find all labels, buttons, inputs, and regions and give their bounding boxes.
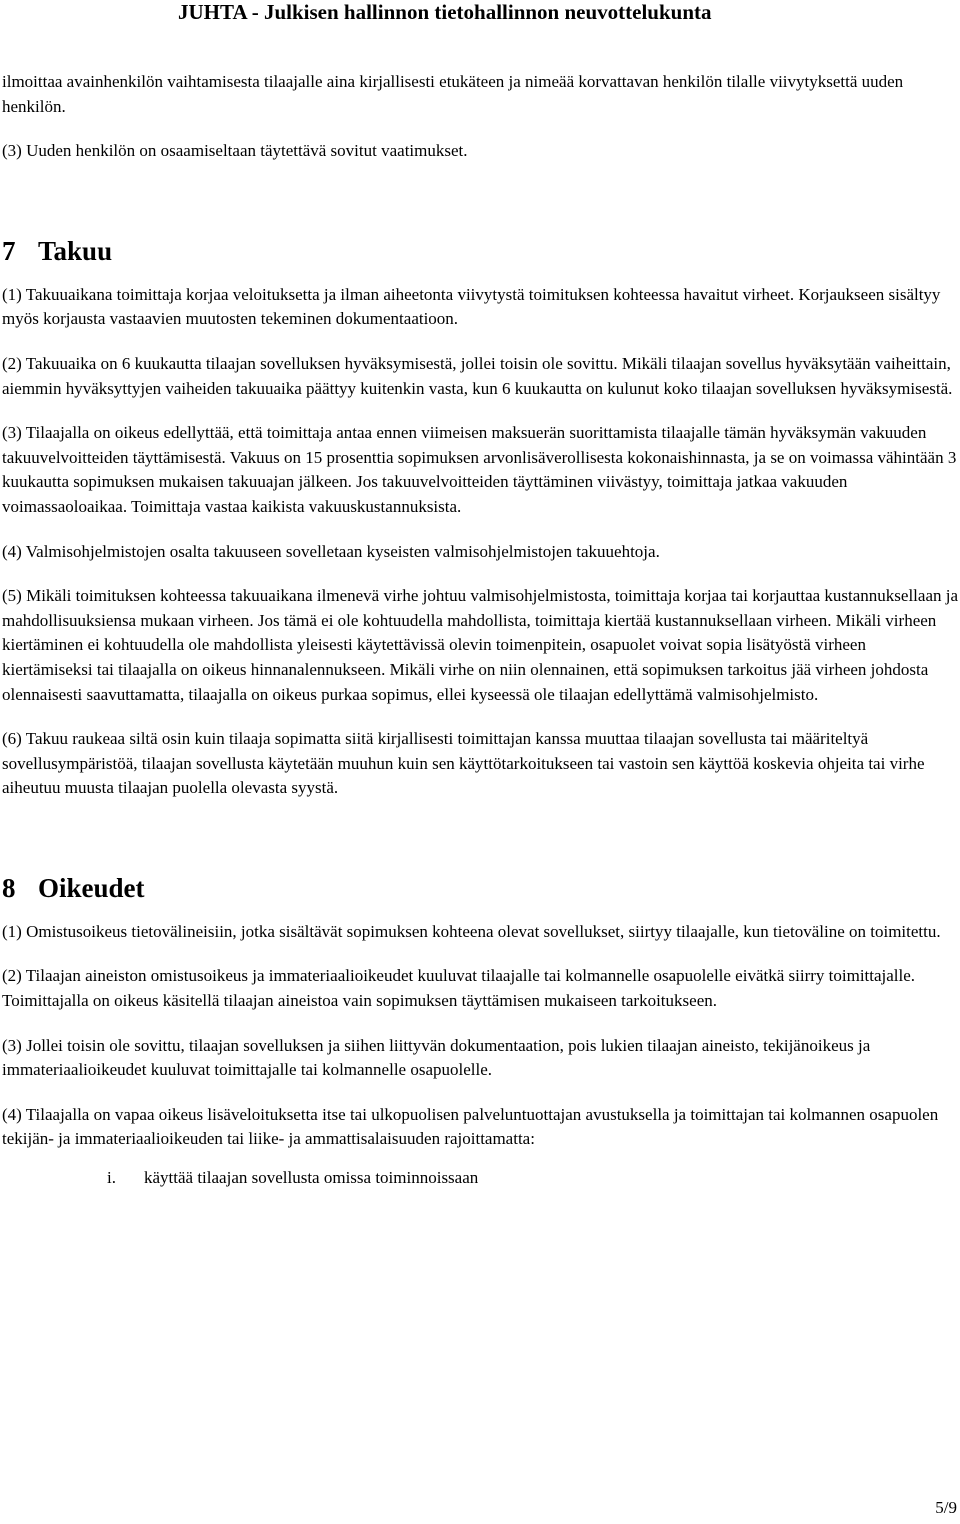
section-number: 8 xyxy=(2,872,16,903)
paragraph: (3) Tilaajalla on oikeus edellyttää, että toimittaja antaa ennen viimeisen maksuerän suorittamista tilaajalle tämän hyväksymän vakuuden takuuvelvoitteiden täyttämisestä. Vakuus on 15 prosenttia sopimuksen arvonlisäverollisesta kokonaishinnasta, ja se on voimassa vähintään 3 kuukautta sopimuksen mukaisen takuuajan jälkeen. Jos takuuvelvoitteiden täyttäminen viivästyy, toimittaja jatkaa vakuuden voimassaoloaikaa. Toimittaja vastaa kaikista vakuuskustannuksista. xyxy=(2,423,957,516)
paragraph: (2) Tilaajan aineiston omistusoikeus ja immateriaalioikeudet kuuluvat tilaajalle tai kolmannelle osapuolelle eivätkä siirry toimittajalle. Toimittajalla on oikeus käsitellä tilaajan aineistoa vain sopimuksen täyttämisen mukaiseen tarkoitukseen. xyxy=(2,966,916,1011)
paragraph: (1) Takuuaikana toimittaja korjaa veloituksetta ja ilman aiheetonta viivytystä toimituksen kohteessa havaitut virheet. Korjaukseen sisältyy myös korjausta vastaavien muutosten tekeminen dokumentaatioon. xyxy=(2,284,941,329)
section-title: Oikeudet xyxy=(38,872,145,903)
paragraph: (4) Valmisohjelmistojen osalta takuuseen sovelletaan kyseisten valmisohjelmistojen takuuehtoja. xyxy=(2,541,660,561)
page-number: 5/9 xyxy=(935,1498,957,1517)
paragraph: (4) Tilaajalla on vapaa oikeus lisäveloituksetta itse tai ulkopuolisen palveluntuottajan avustuksella ja toimittajan tai kolmannen osapuolen tekijän- ja immateriaalioikeuden tai liike- ja ammattisalaisuuden rajoittamatta: xyxy=(2,1104,939,1149)
list-item xyxy=(2,1166,958,1190)
section-heading-oikeudet xyxy=(2,873,958,903)
paragraph-continued: ilmoittaa avainhenkilön vaihtamisesta tilaajalle aina kirjallisesti etukäteen ja nimeää korvattavan henkilön tilalle viivytyksettä uuden henkilön. xyxy=(2,72,904,116)
document-body xyxy=(2,70,958,1190)
paragraph: (3) Uuden henkilön on osaamiseltaan täytettävä sovitut vaatimukset. xyxy=(2,141,468,161)
rights-list xyxy=(2,1166,958,1190)
list-item-text: käyttää tilaajan sovellusta omissa toiminnoissaan xyxy=(144,1168,479,1188)
section-number: 7 xyxy=(2,235,16,266)
paragraph: (2) Takuuaika on 6 kuukautta tilaajan sovelluksen hyväksymisestä, jollei toisin ole sovittu. Mikäli tilaajan sovellus hyväksytään vaiheittain, aiemmin hyväksyttyjen vaiheiden takuuaika päättyy kuitenkin vasta, kun 6 kuukautta on kulunut koko tilaajan sovelluksen hyväksymisestä. xyxy=(2,353,953,398)
section-heading-takuu xyxy=(2,236,958,266)
document-header: JUHTA - Julkisen hallinnon tietohallinnon neuvottelukunta xyxy=(178,0,712,24)
paragraph: (5) Mikäli toimituksen kohteessa takuuaikana ilmenevä virhe johtuu valmisohjelmistosta, toimittaja korjaa tai korjauttaa kustannuksellaan ja mahdollisuuksiensa mukaan virheen. Jos tämä ei ole kohtuudella mahdollista, toimittaja kiertää kustannuksellaan virheen. Mikäli virheen kiertäminen ei kohtuudella ole mahdollista yleisesti käytettävissä olevin toimenpitein, osapuolet voivat sopia lisätyöstä virheen kiertämiseksi tai tilaajalla on oikeus hinnanalennukseen. Mikäli virhe on niin olennainen, että sopimuksen tarkoitus jää virheen johdosta olennaisesti saavuttamatta, tilaajalla on oikeus purkaa sopimus, ellei kyseessä ole tilaajan edellyttämä valmisohjelmisto. xyxy=(2,586,959,704)
paragraph: (1) Omistusoikeus tietovälineisiin, jotka sisältävät sopimuksen kohteena olevat sovellukset, siirtyy tilaajalle, kun tietoväline on toimitettu. xyxy=(2,921,941,941)
paragraph: (3) Jollei toisin ole sovittu, tilaajan sovelluksen ja siihen liittyvän dokumentaation, pois lukien tilaajan aineisto, tekijänoikeus ja immateriaalioikeudet kuuluvat toimittajalle tai kolmannelle osapuolelle. xyxy=(2,1035,871,1080)
list-marker: i. xyxy=(107,1168,116,1188)
section-title: Takuu xyxy=(38,235,113,266)
paragraph: (6) Takuu raukeaa siltä osin kuin tilaaja sopimatta siitä kirjallisesti toimittajan kanssa muuttaa tilaajan sovellusta tai määriteltyä sovellusympäristöä, tilaajan sovellusta käytetään muuhun kuin sen käyttötarkoitukseen tai vastoin sen käyttöä koskevia ohjeita tai virhe aiheutuu muusta tilaajan puolella olevasta syystä. xyxy=(2,729,925,798)
